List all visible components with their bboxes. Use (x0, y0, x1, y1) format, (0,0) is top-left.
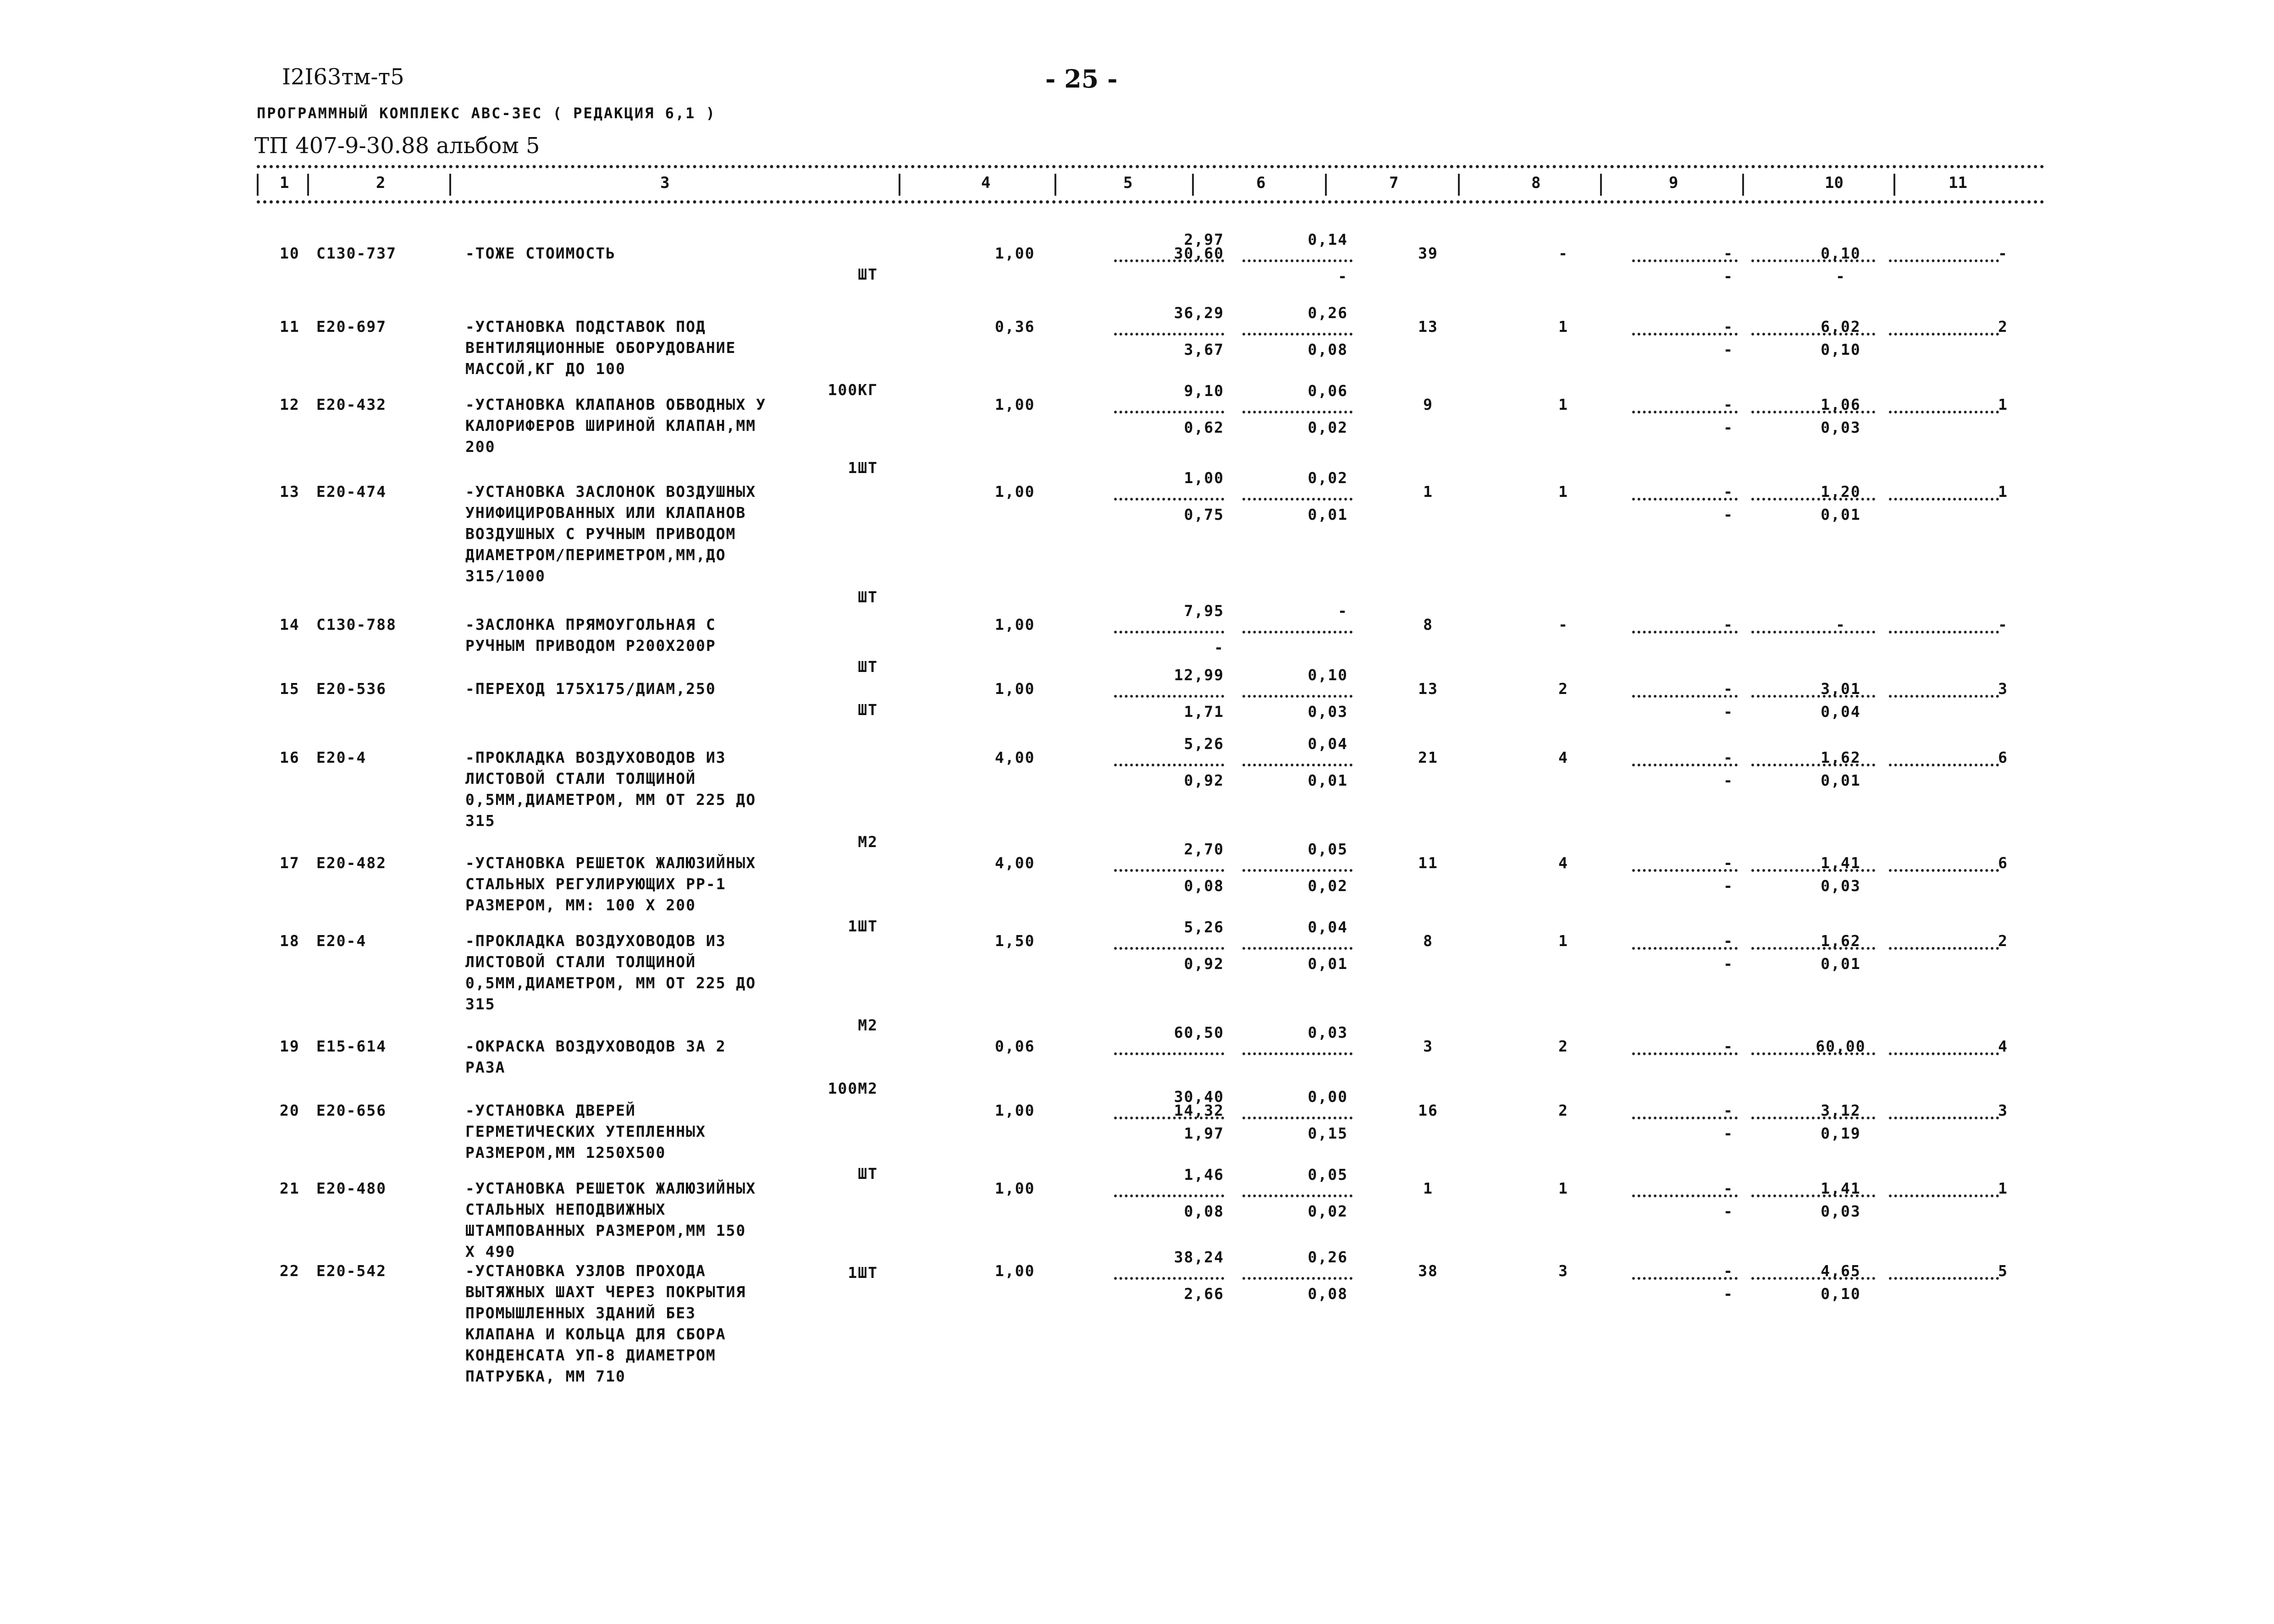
row-c9-top: - (1723, 483, 1733, 501)
cell-divider (1114, 333, 1224, 336)
row-c9-bottom: - (1723, 341, 1733, 358)
row-c9-top: - (1723, 1037, 1733, 1055)
row-unit: ШТ (858, 265, 878, 283)
album-line: ТП 407-9-30.88 альбом 5 (254, 133, 540, 159)
row-c5-bottom: 0,92 (1184, 955, 1224, 973)
row-c5-top: 9,10 (1184, 382, 1224, 400)
row-description: -ПРОКЛАДКА ВОЗДУХОВОДОВ ИЗ ЛИСТОВОЙ СТАЛИ ТОЛЩИНОЙ 0,5ММ,ДИАМЕТРОМ, ММ ОТ 225 ДО 315 (465, 932, 756, 1013)
row-description: -ТОЖЕ СТОИМОСТЬ (465, 244, 616, 262)
cell-divider (1889, 1195, 1999, 1197)
row-c6-top: 0,04 (1308, 918, 1348, 936)
cell-divider (1114, 1052, 1224, 1055)
row-c7: 8 (1423, 932, 1433, 950)
row-c9-bottom: - (1723, 267, 1733, 285)
row-c5-bottom: 0,08 (1184, 877, 1224, 895)
row-c6-bottom: 0,02 (1308, 1202, 1348, 1220)
row-c10-top: 1,62 (1821, 932, 1861, 950)
row-unit: ШТ (858, 658, 878, 676)
row-quantity: 1,00 (995, 1101, 1035, 1119)
row-c6-top: 0,05 (1308, 840, 1348, 858)
cell-divider (1751, 1117, 1875, 1119)
row-c9-bottom: - (1723, 877, 1733, 895)
cell-divider (1889, 259, 1999, 262)
column-numbers (257, 168, 2045, 200)
row-code: Е15-614 (316, 1037, 387, 1055)
row-c8: 2 (1558, 680, 1568, 698)
row-c8: 1 (1558, 1179, 1568, 1197)
row-c10-top: 1,41 (1821, 1179, 1861, 1197)
row-unit: 1ШТ (848, 459, 878, 477)
row-c5-bottom: 0,62 (1184, 418, 1224, 436)
row-c6-bottom: 0,02 (1308, 877, 1348, 895)
row-code: Е20-4 (316, 932, 367, 950)
row-c6-top: 0,14 (1308, 231, 1348, 248)
page-number: - 25 - (1045, 64, 1118, 94)
row-c10-top: 1,06 (1821, 396, 1861, 413)
cell-divider (1751, 259, 1875, 262)
row-quantity: 1,00 (995, 1262, 1035, 1280)
row-quantity: 1,50 (995, 932, 1035, 950)
col-8: 8 (1531, 174, 1541, 192)
cell-divider (1889, 333, 1999, 336)
row-c6-top: - (1338, 602, 1348, 620)
cell-divider (1632, 947, 1738, 950)
row-description: -УСТАНОВКА КЛАПАНОВ ОБВОДНЫХ У КАЛОРИФЕРОВ ШИРИНОЙ КЛАПАН,ММ 200 (465, 396, 767, 456)
cell-divider (1114, 869, 1224, 872)
cell-divider (1751, 1277, 1875, 1280)
row-description: -УСТАНОВКА ЗАСЛОНОК ВОЗДУШНЫХ УНИФИЦИРОВАННЫХ ИЛИ КЛАПАНОВ ВОЗДУШНЫХ С РУЧНЫМ ПРИВОДОМ ДИАМЕТРОМ/ПЕРИМЕТРОМ,ММ,ДО 315/1000 (465, 483, 756, 585)
cell-divider (1889, 695, 1999, 698)
row-c5-top: 5,26 (1184, 918, 1224, 936)
row-c9-top: - (1723, 616, 1733, 633)
cell-divider (1242, 695, 1352, 698)
row-quantity: 1,00 (995, 1179, 1035, 1197)
col-sep (257, 174, 259, 196)
row-c9-bottom: - (1723, 955, 1733, 973)
program-line: ПРОГРАММНЫЙ КОМПЛЕКС АВС-ЗЕС ( РЕДАКЦИЯ 6,1 ) (257, 105, 716, 122)
row-code: Е20-482 (316, 854, 387, 872)
row-c9-top: - (1723, 680, 1733, 698)
row-c10-top: 1,62 (1821, 749, 1861, 766)
row-c5-bottom: 3,67 (1184, 341, 1224, 358)
row-c5-bottom: 0,92 (1184, 771, 1224, 789)
cell-divider (1242, 869, 1352, 872)
row-c6-bottom: 0,02 (1308, 418, 1348, 436)
row-c9-bottom: - (1723, 771, 1733, 789)
row-c6-bottom: 0,01 (1308, 771, 1348, 789)
col-11: 11 (1948, 174, 1967, 192)
cell-divider (1751, 631, 1875, 633)
row-c8: 1 (1558, 483, 1568, 501)
row-c10-bottom: 0,03 (1821, 1202, 1861, 1220)
row-code: Е20-697 (316, 318, 387, 336)
cell-divider (1889, 631, 1999, 633)
row-code: Е20-656 (316, 1101, 387, 1119)
row-quantity: 1,00 (995, 616, 1035, 633)
header-rule (257, 200, 2045, 204)
row-c8: 3 (1558, 1262, 1568, 1280)
cell-divider (1889, 1277, 1999, 1280)
cell-divider (1632, 498, 1738, 501)
row-c10-top: 1,20 (1821, 483, 1861, 501)
col-sep (1192, 174, 1194, 196)
row-number: 22 (280, 1262, 300, 1280)
row-c11: 3 (1998, 680, 2008, 698)
row-c5-top: 5,26 (1184, 735, 1224, 753)
row-c6-bottom: - (1338, 267, 1348, 285)
col-sep (307, 174, 309, 196)
row-c10-top: 3,12 (1821, 1101, 1861, 1119)
row-code: С130-737 (316, 244, 397, 262)
cell-divider (1242, 764, 1352, 766)
row-c7: 1 (1423, 483, 1433, 501)
row-number: 21 (280, 1179, 300, 1197)
row-c11: 2 (1998, 932, 2008, 950)
cell-divider (1242, 333, 1352, 336)
row-c11: 6 (1998, 854, 2008, 872)
row-c5-top: 36,29 (1174, 304, 1224, 322)
row-unit: ШТ (858, 588, 878, 606)
row-c5-mid: 14,32 (1174, 1101, 1224, 1119)
cell-divider (1889, 498, 1999, 501)
row-c10-bottom: - (1836, 267, 1846, 285)
row-c9-top: - (1723, 1179, 1733, 1197)
cell-divider (1114, 631, 1224, 633)
col-sep (1742, 174, 1744, 196)
row-c10-bottom: 0,04 (1821, 703, 1861, 721)
cell-divider (1889, 764, 1999, 766)
row-c5-bottom: 1,97 (1184, 1124, 1224, 1142)
doc-code: I2I63тм-т5 (282, 64, 404, 90)
cell-divider (1632, 764, 1738, 766)
row-c9-top: - (1723, 396, 1733, 413)
row-code: Е20-542 (316, 1262, 387, 1280)
row-c5-top: 7,95 (1184, 602, 1224, 620)
cell-divider (1632, 1052, 1738, 1055)
row-c11: 1 (1998, 396, 2008, 413)
cell-divider (1632, 333, 1738, 336)
cell-divider (1114, 498, 1224, 501)
row-c8: 1 (1558, 932, 1568, 950)
col-sep (449, 174, 451, 196)
cell-divider (1114, 259, 1224, 262)
row-c9-bottom: - (1723, 703, 1733, 721)
cell-divider (1889, 869, 1999, 872)
cell-divider (1632, 1195, 1738, 1197)
row-c9-top: - (1723, 932, 1733, 950)
cell-divider (1114, 1195, 1224, 1197)
row-c7: 1 (1423, 1179, 1433, 1197)
row-unit: 1ШТ (848, 917, 878, 935)
col-2: 2 (376, 174, 386, 192)
row-unit: ШТ (858, 1165, 878, 1183)
row-c10-top: 6,02 (1821, 318, 1861, 336)
row-c9-bottom: - (1723, 1202, 1733, 1220)
row-c5-top: 12,99 (1174, 666, 1224, 684)
row-c8: 2 (1558, 1101, 1568, 1119)
row-c8: 2 (1558, 1037, 1568, 1055)
cell-divider (1632, 631, 1738, 633)
col-sep (899, 174, 900, 196)
row-c9-top: - (1723, 244, 1733, 262)
cell-divider (1751, 947, 1875, 950)
row-c10-bottom: 0,01 (1821, 955, 1861, 973)
cell-divider (1751, 869, 1875, 872)
row-quantity: 1,00 (995, 396, 1035, 413)
row-c10-bottom: 0,03 (1821, 877, 1861, 895)
row-c10-top: 60,00 (1816, 1037, 1866, 1055)
row-c8: 4 (1558, 749, 1568, 766)
row-c6-top: 0,04 (1308, 735, 1348, 753)
row-number: 14 (280, 616, 300, 633)
row-c6-bottom: 0,08 (1308, 1285, 1348, 1303)
row-c9-bottom: - (1723, 1124, 1733, 1142)
row-c9-top: - (1723, 854, 1733, 872)
row-quantity: 1,00 (995, 483, 1035, 501)
cell-divider (1751, 695, 1875, 698)
row-description: -ОКРАСКА ВОЗДУХОВОДОВ ЗА 2 РАЗА (465, 1037, 726, 1076)
row-c10-bottom: 0,19 (1821, 1124, 1861, 1142)
row-c8: 1 (1558, 396, 1568, 413)
row-c9-top: - (1723, 318, 1733, 336)
row-c6-bottom: 0,15 (1308, 1124, 1348, 1142)
row-code: Е20-432 (316, 396, 387, 413)
row-quantity: 0,06 (995, 1037, 1035, 1055)
row-code: Е20-4 (316, 749, 367, 766)
row-c7: 8 (1423, 616, 1433, 633)
col-sep (1458, 174, 1460, 196)
row-quantity: 4,00 (995, 854, 1035, 872)
row-c5-bottom: 1,71 (1184, 703, 1224, 721)
col-sep (1054, 174, 1056, 196)
top-rule (257, 165, 2045, 168)
row-c5-top: 1,46 (1184, 1166, 1224, 1184)
row-unit: М2 (858, 1016, 878, 1034)
row-c11: - (1998, 616, 2008, 633)
row-number: 11 (280, 318, 300, 336)
column-header-block (257, 165, 2045, 204)
row-number: 16 (280, 749, 300, 766)
row-description: -ПЕРЕХОД 175X175/ДИАМ,250 (465, 680, 716, 698)
row-c6-bottom: 0,01 (1308, 506, 1348, 523)
cell-divider (1242, 1195, 1352, 1197)
cell-divider (1242, 1052, 1352, 1055)
row-code: Е20-536 (316, 680, 387, 698)
row-c11: 6 (1998, 749, 2008, 766)
row-c10-top: - (1836, 616, 1846, 633)
col-3: 3 (660, 174, 670, 192)
cell-divider (1242, 631, 1352, 633)
row-number: 19 (280, 1037, 300, 1055)
row-c7: 16 (1418, 1101, 1438, 1119)
col-1: 1 (280, 174, 289, 192)
row-quantity: 4,00 (995, 749, 1035, 766)
row-c5-top: 2,70 (1184, 840, 1224, 858)
row-quantity: 0,36 (995, 318, 1035, 336)
row-code: С130-788 (316, 616, 397, 633)
row-c7: 3 (1423, 1037, 1433, 1055)
row-c10-bottom: 0,10 (1821, 1285, 1861, 1303)
row-c10-bottom: 0,03 (1821, 418, 1861, 436)
row-c5-bottom: 0,08 (1184, 1202, 1224, 1220)
row-c7: 11 (1418, 854, 1438, 872)
row-c8: - (1558, 244, 1568, 262)
cell-divider (1242, 498, 1352, 501)
cell-divider (1242, 1117, 1352, 1119)
cell-divider (1242, 411, 1352, 413)
cell-divider (1751, 498, 1875, 501)
cell-divider (1751, 1195, 1875, 1197)
cell-divider (1632, 411, 1738, 413)
cell-divider (1632, 259, 1738, 262)
cell-divider (1751, 411, 1875, 413)
row-c5-top: 60,50 (1174, 1024, 1224, 1041)
row-c9-bottom: - (1723, 506, 1733, 523)
row-c11: 2 (1998, 318, 2008, 336)
row-c6-bottom: 0,08 (1308, 341, 1348, 358)
row-c6-bottom: 0,03 (1308, 703, 1348, 721)
cell-divider (1632, 869, 1738, 872)
col-9: 9 (1669, 174, 1678, 192)
row-c11: 1 (1998, 483, 2008, 501)
row-unit: 100КГ (828, 381, 878, 399)
cell-divider (1114, 411, 1224, 413)
row-unit: М2 (858, 833, 878, 851)
row-description: -УСТАНОВКА РЕШЕТОК ЖАЛЮЗИЙНЫХ СТАЛЬНЫХ НЕПОДВИЖНЫХ ШТАМПОВАННЫХ РАЗМЕРОМ,ММ 150 X 490 (465, 1179, 756, 1261)
row-quantity: 1,00 (995, 244, 1035, 262)
cell-divider (1751, 764, 1875, 766)
row-c8: 1 (1558, 318, 1568, 336)
cell-divider (1632, 1117, 1738, 1119)
row-c6-top: 0,05 (1308, 1166, 1348, 1184)
row-c5-bottom: - (1214, 639, 1224, 656)
cell-divider (1632, 1277, 1738, 1280)
row-c9-bottom: - (1723, 1285, 1733, 1303)
cell-divider (1242, 947, 1352, 950)
row-c10-bottom: 0,01 (1821, 771, 1861, 789)
row-c5-top: 30,40 (1174, 1088, 1224, 1106)
row-c6-top: 0,10 (1308, 666, 1348, 684)
row-quantity: 1,00 (995, 680, 1035, 698)
row-c7: 13 (1418, 680, 1438, 698)
row-c7: 21 (1418, 749, 1438, 766)
col-6: 6 (1256, 174, 1266, 192)
row-c9-top: - (1723, 1262, 1733, 1280)
row-description: -УСТАНОВКА РЕШЕТОК ЖАЛЮЗИЙНЫХ СТАЛЬНЫХ РЕГУЛИРУЮЩИХ РР-1 РАЗМЕРОМ, ММ: 100 X 200 (465, 854, 756, 914)
row-c6-top: 0,03 (1308, 1024, 1348, 1041)
row-description: -ЗАСЛОНКА ПРЯМОУГОЛЬНАЯ С РУЧНЫМ ПРИВОДОМ P200X200P (465, 616, 716, 655)
row-c7: 38 (1418, 1262, 1438, 1280)
cell-divider (1889, 1117, 1999, 1119)
row-description: -УСТАНОВКА ПОДСТАВОК ПОД ВЕНТИЛЯЦИОННЫЕ ОБОРУДОВАНИЕ МАССОЙ,КГ ДО 100 (465, 318, 736, 378)
row-number: 13 (280, 483, 300, 501)
row-c8: - (1558, 616, 1568, 633)
cell-divider (1114, 1117, 1224, 1119)
row-c10-top: 1,41 (1821, 854, 1861, 872)
cell-divider (1114, 695, 1224, 698)
cell-divider (1889, 947, 1999, 950)
row-c10-bottom: 0,01 (1821, 506, 1861, 523)
cell-divider (1114, 947, 1224, 950)
row-unit: 1ШТ (848, 1264, 878, 1282)
cell-divider (1889, 1052, 1999, 1055)
row-number: 12 (280, 396, 300, 413)
row-c9-bottom: - (1723, 418, 1733, 436)
cell-divider (1114, 1277, 1224, 1280)
col-sep (1600, 174, 1602, 196)
row-number: 20 (280, 1101, 300, 1119)
cell-divider (1889, 411, 1999, 413)
row-c10-top: 0,10 (1821, 244, 1861, 262)
row-code: Е20-474 (316, 483, 387, 501)
row-unit: 100М2 (828, 1079, 878, 1097)
row-c5-top: 38,24 (1174, 1248, 1224, 1266)
row-c7: 9 (1423, 396, 1433, 413)
col-10: 10 (1825, 174, 1843, 192)
row-c6-top: 0,02 (1308, 469, 1348, 487)
row-c6-top: 0,06 (1308, 382, 1348, 400)
row-unit: ШТ (858, 701, 878, 719)
row-c10-top: 4,65 (1821, 1262, 1861, 1280)
row-description: -ПРОКЛАДКА ВОЗДУХОВОДОВ ИЗ ЛИСТОВОЙ СТАЛИ ТОЛЩИНОЙ 0,5ММ,ДИАМЕТРОМ, ММ ОТ 225 ДО 315 (465, 749, 756, 830)
row-c11: 5 (1998, 1262, 2008, 1280)
col-sep (1325, 174, 1327, 196)
row-c6-top: 0,26 (1308, 304, 1348, 322)
cell-divider (1242, 1277, 1352, 1280)
col-sep (1893, 174, 1895, 196)
row-code: Е20-480 (316, 1179, 387, 1197)
cell-divider (1751, 333, 1875, 336)
row-c6-top: 0,00 (1308, 1088, 1348, 1106)
col-5: 5 (1123, 174, 1133, 192)
row-c11: - (1998, 244, 2008, 262)
row-c5-mid: 30,60 (1174, 244, 1224, 262)
row-c5-top: 2,97 (1184, 231, 1224, 248)
row-c6-top: 0,26 (1308, 1248, 1348, 1266)
col-4: 4 (981, 174, 991, 192)
row-c5-bottom: 0,75 (1184, 506, 1224, 523)
row-number: 18 (280, 932, 300, 950)
row-c9-top: - (1723, 1101, 1733, 1119)
row-number: 17 (280, 854, 300, 872)
row-c11: 4 (1998, 1037, 2008, 1055)
row-c6-bottom: 0,01 (1308, 955, 1348, 973)
row-c8: 4 (1558, 854, 1568, 872)
col-7: 7 (1389, 174, 1399, 192)
cell-divider (1751, 1052, 1875, 1055)
row-description: -УСТАНОВКА ДВЕРЕЙ ГЕРМЕТИЧЕСКИХ УТЕПЛЕННЫХ РАЗМЕРОМ,ММ 1250X500 (465, 1101, 706, 1162)
row-number: 10 (280, 244, 300, 262)
row-c7: 13 (1418, 318, 1438, 336)
row-c5-top: 1,00 (1184, 469, 1224, 487)
row-c11: 3 (1998, 1101, 2008, 1119)
cell-divider (1632, 695, 1738, 698)
row-c5-bottom: 2,66 (1184, 1285, 1224, 1303)
row-c7: 39 (1418, 244, 1438, 262)
cell-divider (1114, 764, 1224, 766)
row-description: -УСТАНОВКА УЗЛОВ ПРОХОДА ВЫТЯЖНЫХ ШАХТ ЧЕРЕЗ ПОКРЫТИЯ ПРОМЫШЛЕННЫХ ЗДАНИЙ БЕЗ КЛАПАНА И КОЛЬЦА ДЛЯ СБОРА КОНДЕНСАТА УП-8 ДИАМЕТРОМ ПАТРУБКА, ММ 710 (465, 1262, 746, 1385)
row-number: 15 (280, 680, 300, 698)
row-c10-bottom: 0,10 (1821, 341, 1861, 358)
row-c9-top: - (1723, 749, 1733, 766)
row-c11: 1 (1998, 1179, 2008, 1197)
row-c10-top: 3,01 (1821, 680, 1861, 698)
cell-divider (1242, 259, 1352, 262)
